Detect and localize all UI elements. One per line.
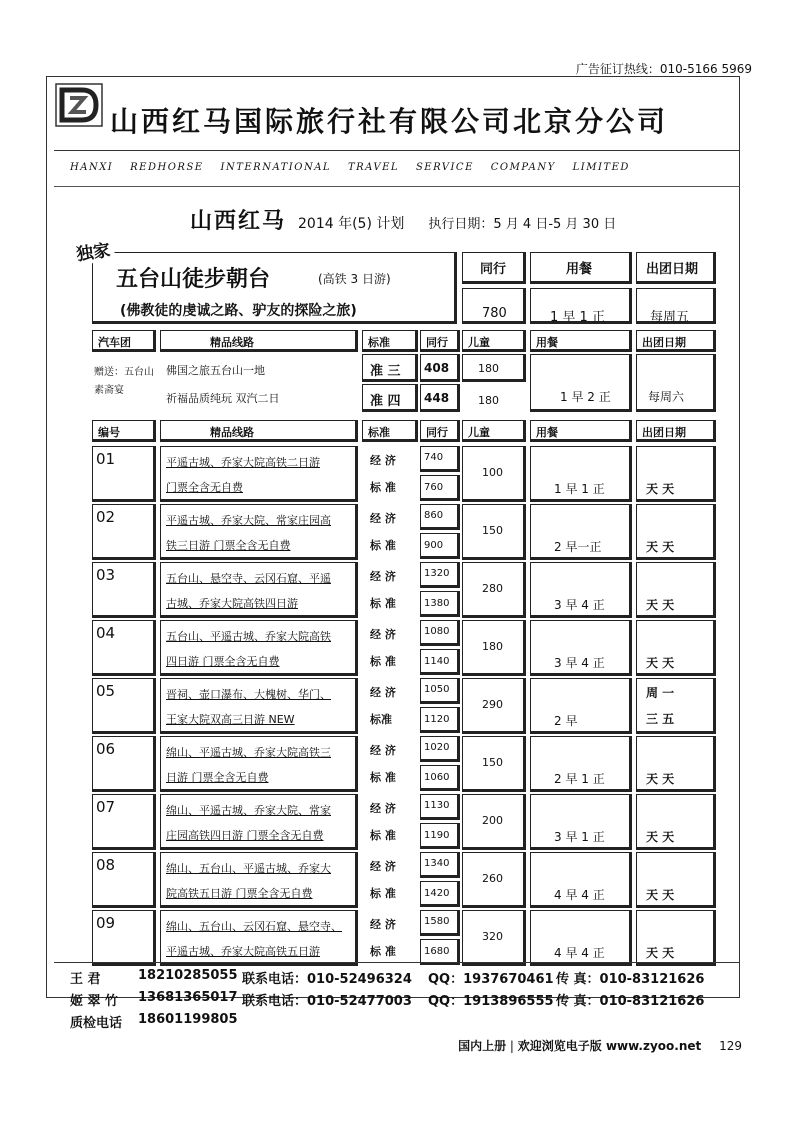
- table-header-standard: 标准: [368, 426, 390, 439]
- featured-date: 每周五: [650, 310, 690, 325]
- route-line-2: 古城、乔家大院高铁四日游: [166, 597, 298, 610]
- standard-economy: 经 济: [370, 454, 396, 467]
- meal-cell: [530, 678, 632, 734]
- departure-date: 周 一: [646, 686, 675, 700]
- row-number: 06: [96, 740, 116, 758]
- table-header-price: 同行: [426, 426, 448, 439]
- child-price: 180: [482, 640, 503, 653]
- meal: 3 早 1 正: [554, 830, 605, 844]
- child-price: 150: [482, 524, 503, 537]
- row-number: 07: [96, 798, 116, 816]
- child-price: 150: [482, 756, 503, 769]
- price-standard: 1060: [424, 772, 450, 783]
- plan-exec-date: 执行日期：5 月 4 日-5 月 30 日: [428, 217, 617, 232]
- row-number: 03: [96, 566, 116, 584]
- plan-title: 2014 年(5) 计划: [298, 216, 405, 232]
- featured-header-meal: 用餐: [566, 262, 593, 277]
- standard-standard: 标 准: [370, 539, 396, 552]
- table-header-meal: 用餐: [536, 426, 558, 439]
- route-line-2: 平遥古城、乔家大院高铁五日游: [166, 945, 320, 958]
- featured-header-date: 出团日期: [646, 262, 699, 277]
- price-standard: 1140: [424, 656, 450, 667]
- featured-header-price: 同行: [480, 262, 507, 277]
- contact-tel: 联系电话：010-52477003: [242, 994, 412, 1009]
- price-economy: 1580: [424, 916, 450, 927]
- meal: 3 早 4 正: [554, 598, 605, 612]
- bus-header-type: 汽车团: [98, 336, 131, 349]
- price-standard: 900: [424, 540, 444, 551]
- bus-header-standard: 标准: [368, 336, 390, 349]
- departure-date: 天 天: [646, 482, 675, 496]
- meal: 4 早 4 正: [554, 888, 605, 902]
- price-standard: 1680: [424, 946, 450, 957]
- departure-date: 天 天: [646, 540, 675, 554]
- standard-economy: 经 济: [370, 802, 396, 815]
- page-footer: 国内上册 | 欢迎浏览电子版 www.zyoo.net 129: [458, 1039, 742, 1053]
- company-logo: [54, 82, 104, 128]
- route-line-1: 五台山、平遥古城、乔家大院高铁: [166, 630, 331, 643]
- departure-date: 天 天: [646, 656, 675, 670]
- table-header-date: 出团日期: [642, 426, 686, 439]
- divider: [54, 962, 740, 963]
- price-standard: 1420: [424, 888, 450, 899]
- row-number: 01: [96, 450, 116, 468]
- departure-date: 天 天: [646, 888, 675, 902]
- standard-economy: 经 济: [370, 860, 396, 873]
- child-price: 260: [482, 872, 503, 885]
- route-line-1: 绵山、五台山、平遥古城、乔家大: [166, 862, 331, 875]
- price-economy: 740: [424, 452, 444, 463]
- featured-slogan: (佛教徒的虔诚之路、驴友的探险之旅): [120, 303, 357, 319]
- bus-std-2: 准 四: [370, 394, 401, 409]
- bus-header-route: 精品线路: [210, 336, 254, 349]
- price-economy: 1050: [424, 684, 450, 695]
- plan-heading: [190, 204, 616, 235]
- departure-date: 天 天: [646, 830, 675, 844]
- price-economy: 1020: [424, 742, 450, 753]
- standard-standard: 标准: [370, 713, 392, 726]
- standard-standard: 标 准: [370, 597, 396, 610]
- featured-subtitle: (高铁 3 日游): [318, 272, 391, 286]
- standard-standard: 标 准: [370, 481, 396, 494]
- featured-title: 五台山徒步朝台: [116, 267, 271, 292]
- route-line-1: 五台山、悬空寺、云冈石窟、平遥: [166, 572, 331, 585]
- contact-name: 王 君: [70, 972, 101, 987]
- route-line-2: 王家大院双高三日游 NEW: [166, 713, 295, 726]
- child-price: 320: [482, 930, 503, 943]
- standard-standard: 标 准: [370, 771, 396, 784]
- route-line-1: 绵山、平遥古城、乔家大院高铁三: [166, 746, 331, 759]
- price-economy: 1320: [424, 568, 450, 579]
- price-standard: 1380: [424, 598, 450, 609]
- bus-meal: 1 早 2 正: [560, 390, 611, 404]
- bus-header-meal: 用餐: [536, 336, 558, 349]
- meal: 4 早 4 正: [554, 946, 605, 960]
- route-line-1: 绵山、平遥古城、乔家大院、常家: [166, 804, 331, 817]
- route-line-2: 四日游 门票全含无自费: [166, 655, 280, 668]
- standard-economy: 经 济: [370, 628, 396, 641]
- standard-economy: 经 济: [370, 744, 396, 757]
- row-number: 02: [96, 508, 116, 526]
- contact-mobile: 18601199805: [138, 1012, 238, 1027]
- bus-price-1: 408: [424, 361, 450, 375]
- contact-mobile: 18210285055: [138, 968, 238, 983]
- table-header-route: 精品线路: [210, 426, 254, 439]
- bus-gift: 赠送：五台山素斋宴: [94, 367, 154, 396]
- meal: 1 早 1 正: [554, 482, 605, 496]
- header-cell: [160, 330, 358, 352]
- route-line-1: 平遥古城、乔家大院、常家庄园高: [166, 514, 331, 527]
- table-header-child: 儿童: [468, 426, 490, 439]
- route-line-1: 晋祠、壶口瀑布、大槐树、华门、: [166, 688, 331, 701]
- route-line-2: 庄园高铁四日游 门票全含无自费: [166, 829, 324, 842]
- divider: [54, 150, 740, 151]
- plan-brand: 山西红马: [190, 208, 287, 234]
- child-price: 290: [482, 698, 503, 711]
- route-line-2: 铁三日游 门票全含无自费: [166, 539, 291, 552]
- departure-date-2: 三 五: [646, 712, 675, 726]
- contact-qq: QQ：1937670461: [428, 972, 554, 987]
- contact-fax: 传 真：010-83121626: [556, 972, 705, 987]
- contact-name: 质检电话: [70, 1016, 123, 1031]
- price-economy: 1130: [424, 800, 450, 811]
- departure-date: 天 天: [646, 598, 675, 612]
- price-economy: 1080: [424, 626, 450, 637]
- footer-section: 国内上册: [458, 1039, 507, 1053]
- bus-route-1: 佛国之旅五台山一地: [166, 364, 265, 377]
- standard-standard: 标 准: [370, 945, 396, 958]
- row-number: 04: [96, 624, 116, 642]
- footer-slogan: 欢迎浏览电子版 www.zyoo.net: [517, 1039, 702, 1053]
- meal: 3 早 4 正: [554, 656, 605, 670]
- route-line-1: 平遥古城、乔家大院高铁二日游: [166, 456, 320, 469]
- company-name-en: HANXI REDHORSE INTERNATIONAL TRAVEL SERVICE COMPANY LIMITED: [70, 162, 630, 173]
- bus-std-1: 准 三: [370, 364, 401, 379]
- standard-economy: 经 济: [370, 918, 396, 931]
- featured-price: 780: [482, 306, 507, 321]
- row-number: 08: [96, 856, 116, 874]
- contact-qq: QQ：1913896555: [428, 994, 554, 1009]
- standard-economy: 经 济: [370, 512, 396, 525]
- route-line-2: 院高铁五日游 门票全含无自费: [166, 887, 313, 900]
- child-price: 280: [482, 582, 503, 595]
- departure-date: 天 天: [646, 772, 675, 786]
- price-economy: 1340: [424, 858, 450, 869]
- price-standard: 1190: [424, 830, 450, 841]
- route-line-2: 门票全含无自费: [166, 481, 243, 494]
- contact-tel: 联系电话：010-52496324: [242, 972, 412, 987]
- divider: [54, 186, 740, 187]
- price-standard: 1120: [424, 714, 450, 725]
- bus-date: 每周六: [648, 390, 685, 404]
- row-number: 09: [96, 914, 116, 932]
- standard-economy: 经 济: [370, 570, 396, 583]
- table-header-no: 编号: [98, 426, 120, 439]
- bus-child-1: 180: [478, 362, 499, 375]
- row-number: 05: [96, 682, 116, 700]
- bus-header-price: 同行: [426, 336, 448, 349]
- route-line-2: 日游 门票全含无自费: [166, 771, 269, 784]
- departure-date: 天 天: [646, 946, 675, 960]
- featured-meal: 1 早 1 正: [550, 310, 605, 325]
- bus-price-2: 448: [424, 391, 450, 405]
- contact-fax: 传 真：010-83121626: [556, 994, 705, 1009]
- price-standard: 760: [424, 482, 444, 493]
- meal: 2 早: [554, 714, 578, 728]
- contact-name: 姬 翠 竹: [70, 994, 119, 1009]
- bus-header-date: 出团日期: [642, 336, 686, 349]
- standard-standard: 标 准: [370, 887, 396, 900]
- route-line-1: 绵山、五台山、云冈石窟、悬空寺、: [166, 920, 342, 933]
- bus-child-2: 180: [478, 394, 499, 407]
- bus-header-child: 儿童: [468, 336, 490, 349]
- meal: 2 早一正: [554, 540, 602, 554]
- child-price: 200: [482, 814, 503, 827]
- price-economy: 860: [424, 510, 444, 521]
- ad-hotline: 广告征订热线：010-5166 5969: [575, 62, 752, 76]
- exclusive-badge: 独家: [70, 235, 115, 266]
- meal: 2 早 1 正: [554, 772, 605, 786]
- contact-mobile: 13681365017: [138, 990, 238, 1005]
- bus-route-2: 祈福品质纯玩 双汽二日: [166, 392, 280, 405]
- child-price: 100: [482, 466, 503, 479]
- header-cell: [160, 420, 358, 442]
- standard-standard: 标 准: [370, 829, 396, 842]
- standard-standard: 标 准: [370, 655, 396, 668]
- standard-economy: 经 济: [370, 686, 396, 699]
- company-name-cn: 山西红马国际旅行社有限公司北京分公司: [110, 105, 669, 138]
- page-number: 129: [719, 1039, 742, 1053]
